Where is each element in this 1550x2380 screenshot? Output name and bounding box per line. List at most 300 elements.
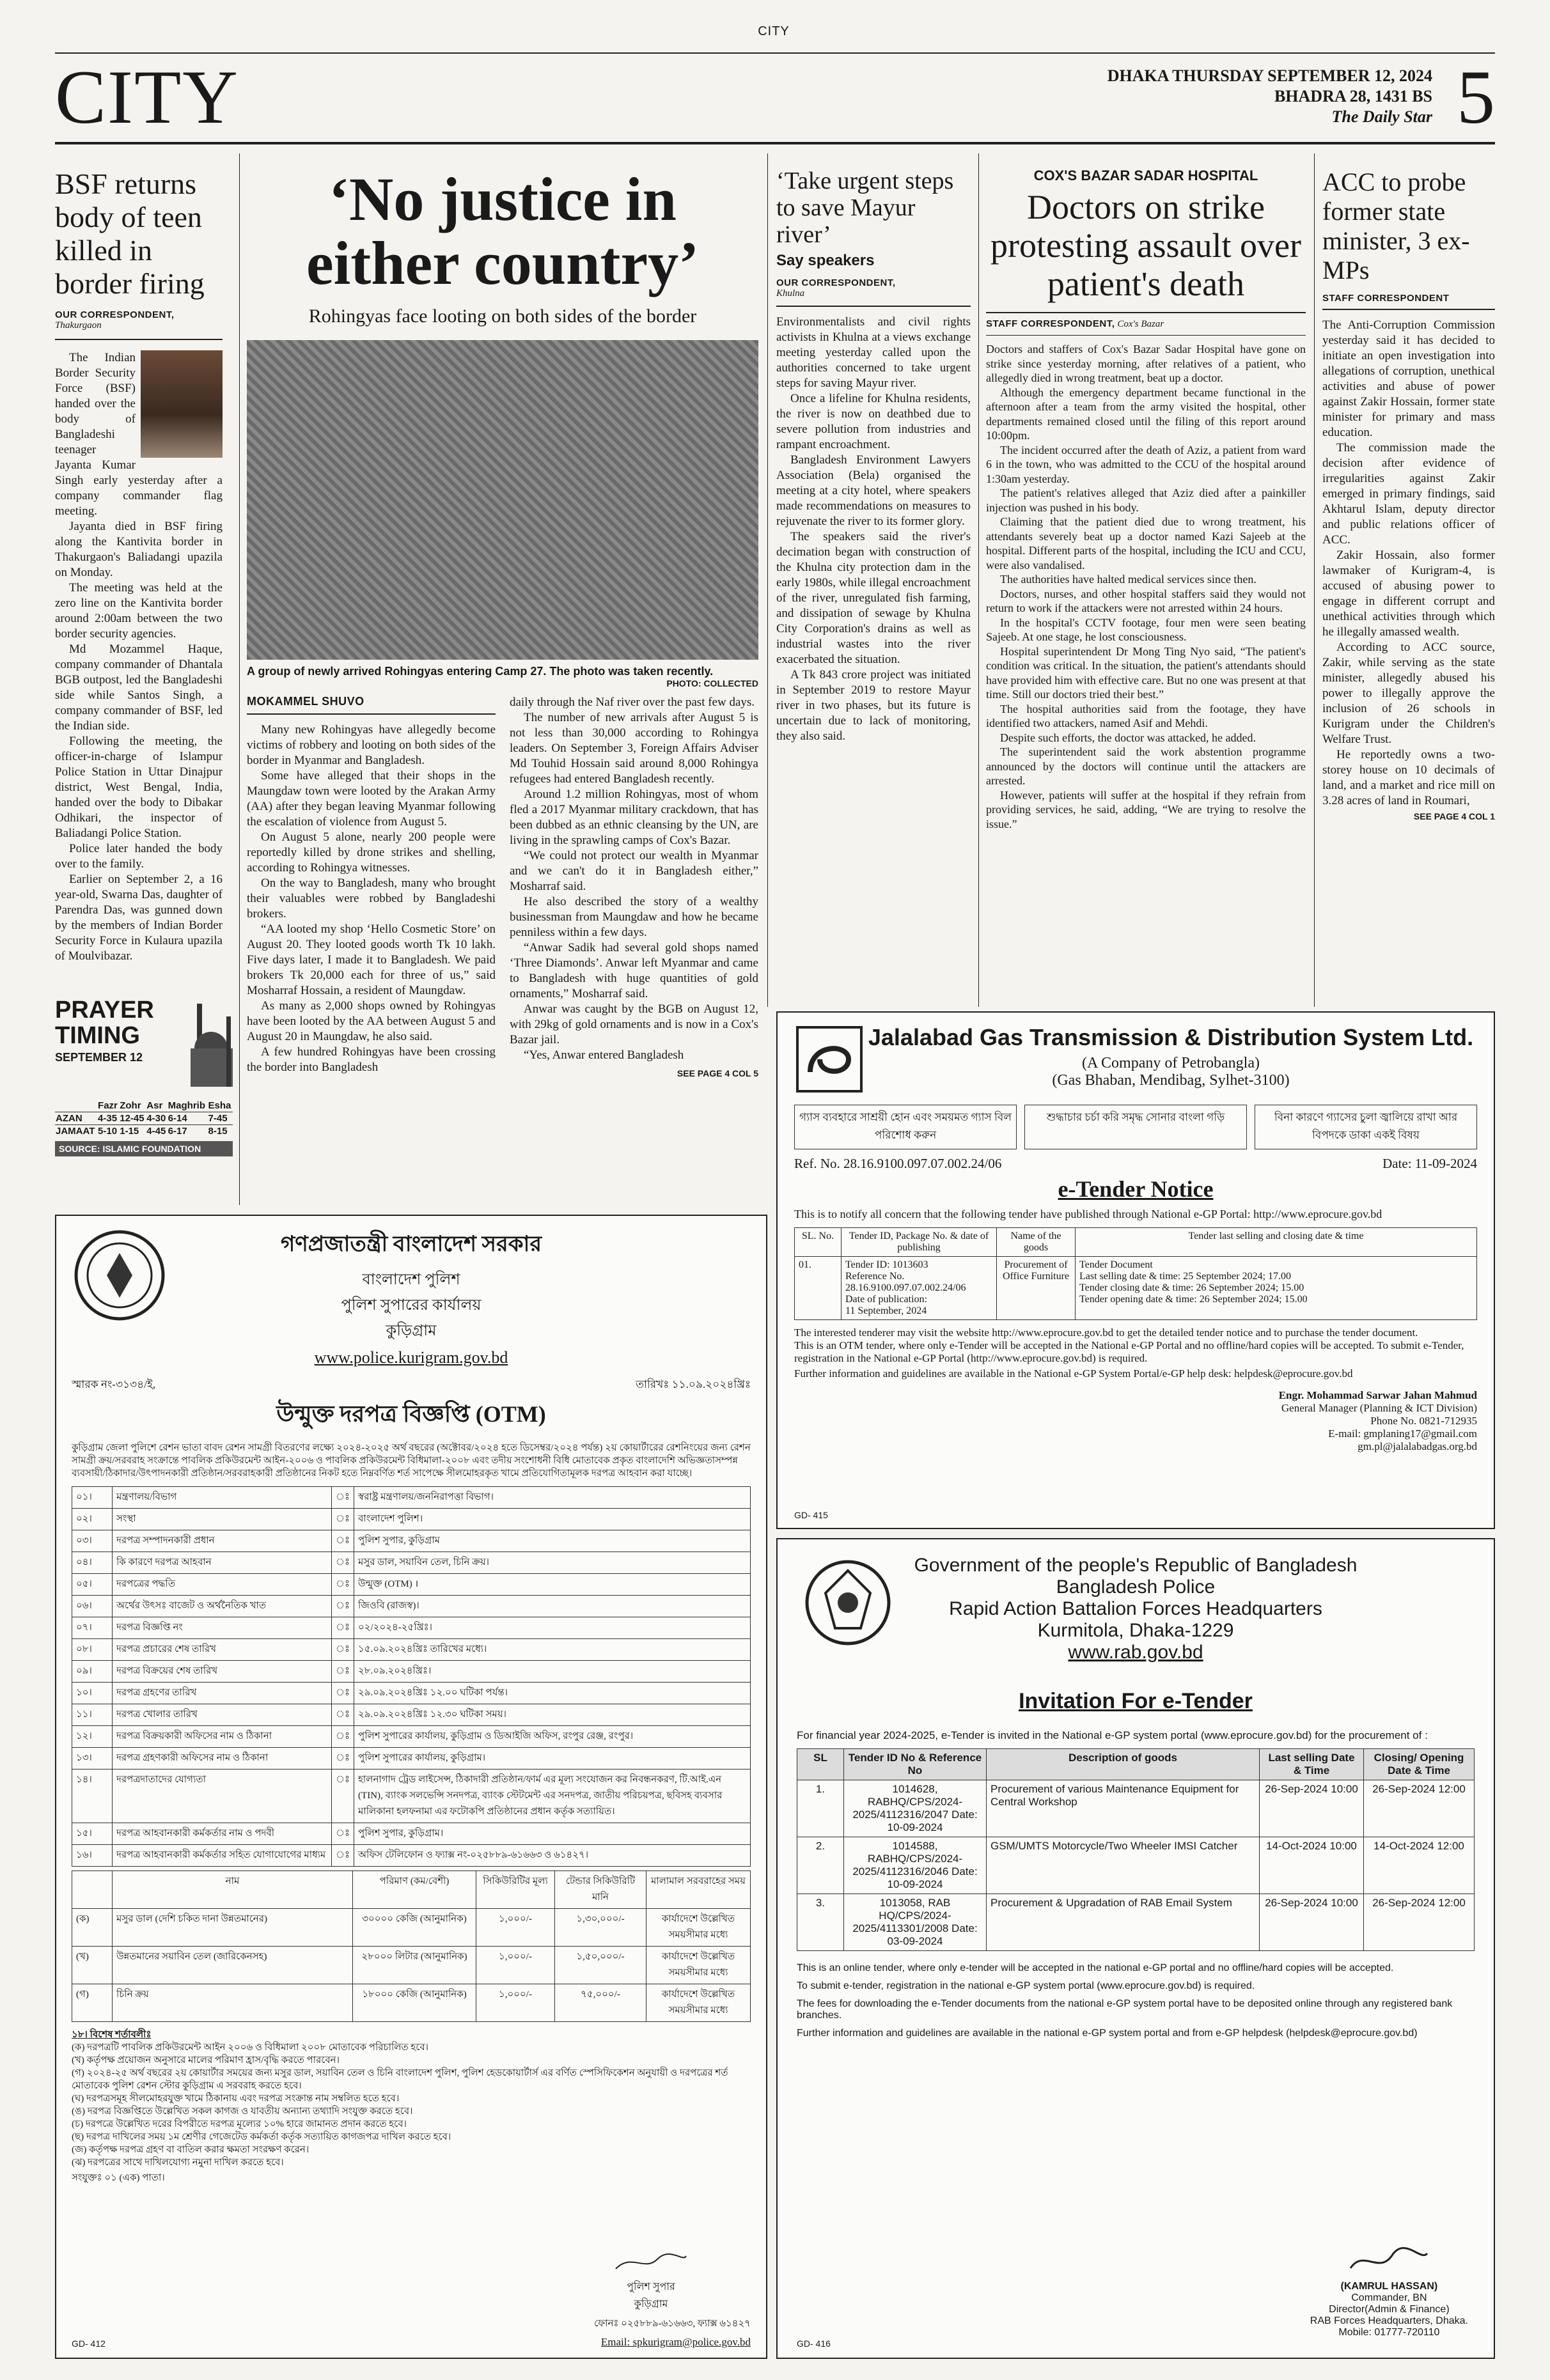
police-website: www.police.kurigram.gov.bd <box>314 1348 508 1367</box>
police-memo: স্মারক নং-৩১৩৪/ই, <box>72 1378 155 1390</box>
rohingya-para: On the way to Bangladesh, many who brought their valuables were robbed by Bangladeshi brokers. <box>247 876 496 921</box>
coxs-para: Despite such efforts, the doctor was attacked, he added. <box>1000 731 1256 744</box>
police-item-cell: ১,০০০/- <box>476 1984 555 2022</box>
rab-title2: Director(Admin & Finance) <box>1329 2304 1450 2315</box>
police-table <box>72 1486 751 1867</box>
rohingya-para: Around 1.2 million Rohingyas, most of whom fled a 2017 Myanmar military crackdown, that has been dubbed as an ethnic cleansing by the UN, are living in the sprawling camps of Cox's Bazar. <box>510 788 758 847</box>
jgtd-tender-id: Tender ID: 1013603 <box>845 1259 928 1270</box>
bsf-dateline: Thakurgaon <box>55 320 102 331</box>
police-row-label: সংস্থা <box>113 1509 332 1530</box>
jamaat-time: 4-45 <box>146 1126 166 1137</box>
rab-rank: Commander, BN <box>1351 2292 1427 2303</box>
police-term: (গ) ২০২৪-২৫ অর্থ বছরের ২য় কোয়ার্টার সময়ের জন্য মসুর ডাল, সয়াবিন তেল ও চিনি বাংলাদেশ পুলিশ, পুলিশ হেডকোয়ার্টার্স এর বর্ণিত স্পেসিফিকেশন অনুযায়ী ও দরপত্রের শর্ত মোতাবেক পুলিশ রেশন স্টোর কুড়িগ্রাম এ সরবরাহ করতে হবে। <box>72 2068 728 2091</box>
colon: ঃ <box>332 1552 354 1574</box>
azan-time: 4-35 <box>98 1113 118 1124</box>
rab-cell: 1014588, RABHQ/CPS/2024-2025/4112316/2046 Date: 10-09-2024 <box>844 1837 987 1894</box>
jgtd-opening: Tender opening date & time: 26 September 2024; 15.00 <box>1079 1294 1308 1305</box>
table-row <box>72 1984 751 2022</box>
colon: ঃ <box>332 1574 354 1596</box>
rohingya-para: daily through the Naf river over the past few days. <box>510 696 755 709</box>
date-line: DHAKA THURSDAY SEPTEMBER 12, 2024 <box>1107 66 1432 85</box>
jgtd-address: (Gas Bhaban, Mendibag, Sylhet-3100) <box>1052 1072 1290 1089</box>
coxs-para: Doctors and staffers of Cox's Bazar Sadar Hospital have gone on strike since yesterday morning, after relatives of a patient, who allegedly died in wrong treatment, beat up a doctor. <box>986 343 1306 384</box>
jgtd-email: E-mail: gmplaning17@gmail.com <box>1328 1427 1477 1440</box>
prayer-title: PRAYER TIMING <box>55 997 154 1049</box>
rab-cell: 1013058, RAB HQ/CPS/2024-2025/4113301/2008 Date: 03-09-2024 <box>844 1894 987 1951</box>
police-row-num: ১১। <box>72 1704 113 1726</box>
bsf-para: Md Mozammel Haque, company commander of Dhantala BGB outpost, led the Bangladeshi side while Santos Singh, a company commander of BSF, led the Indian side. <box>55 642 223 733</box>
police-row-num: ০৫। <box>72 1574 113 1596</box>
mayur-para: Once a lifeline for Khulna residents, the river is now on deathbed due to severe pollution from industries and rampant encroachment. <box>776 392 971 451</box>
signature-icon <box>1344 2246 1434 2278</box>
colon: ঃ <box>332 1596 354 1617</box>
rab-line4: Kurmitola, Dhaka-1229 <box>1037 1620 1234 1641</box>
rohingya-para: “We could not protect our wealth in Myanmar and we can't do it in Bangladesh either,” Mosharraf said. <box>510 849 758 893</box>
police-row-value: মসুর ডাল, সয়াবিন তেল, চিনি ক্রয়। <box>354 1552 751 1574</box>
police-row-label: কি কারণে দরপত্র আহবান <box>113 1552 332 1574</box>
mayur-para: A Tk 843 crore project was initiated in September 2019 to restore Mayur river in two phases, but its future is uncertain due to lack of monitoring, they also said. <box>776 668 971 743</box>
police-title: উন্মুক্ত দরপত্র বিজ্ঞপ্তি (OTM) <box>276 1401 546 1427</box>
police-row-label: দরপত্রের পদ্ধতি <box>113 1574 332 1596</box>
acc-para: The commission made the decision after evidence of irregularities against Zakir emerged in primary findings, said Akhtarul Islam, deputy director and public relations officer of ACC. <box>1322 441 1495 547</box>
acc-para: Zakir Hossain, also former lawmaker of Kurigram-4, is accused of abusing power to engage in different corrupt and unethical activities through which he illegally amassed wealth. <box>1322 548 1495 639</box>
police-row-label: মন্ত্রণালয়/বিভাগ <box>113 1487 332 1509</box>
jgtd-th: Tender last selling and closing date & time <box>1076 1228 1477 1257</box>
police-term: (ঝ) দরপত্রের সাথে দাখিলযোগ্য নমুনা দাখিল করতে হবে। <box>72 2158 284 2168</box>
police-item-cell: (ক) <box>72 1909 113 1947</box>
jgtd-th: SL. No. <box>795 1228 842 1257</box>
rab-emblem <box>803 1555 893 1651</box>
rohingya-para: Anwar was caught by the BGB on August 12, with 29kg of gold ornaments and is now in a Cox's Bazar jail. <box>510 1002 758 1046</box>
coxs-para: However, patients will suffer at the hospital if they refrain from providing services, he said, adding, “We are trying to resolve the issue.” <box>986 788 1306 830</box>
police-signer-district: কুড়িগ্রাম <box>634 2299 668 2310</box>
bsf-portrait <box>141 350 223 458</box>
rohingya-subhead: Rohingyas face looting on both sides of the border <box>308 306 697 327</box>
rohingya-photo <box>247 340 758 660</box>
colon: ঃ <box>332 1617 354 1639</box>
azan-time: 4-30 <box>146 1113 166 1124</box>
colon: ঃ <box>332 1769 354 1823</box>
rab-cell: Procurement & Upgradation of RAB Email System <box>987 1894 1260 1951</box>
bsf-byline: OUR CORRESPONDENT, <box>55 309 175 320</box>
rab-ad <box>776 1538 1495 2359</box>
police-row-num: ০৮। <box>72 1639 113 1661</box>
jgtd-phone: Phone No. 0821-712935 <box>1370 1415 1477 1427</box>
table-row <box>72 1617 751 1639</box>
police-intro: কুড়িগ্রাম জেলা পুলিশে রেশন ভাতা বাবদ রেশন সামগ্রী বিতরণের লক্ষ্যে ২০২৪-২০২৫ অর্থ বছরের (অক্টোবর/২০২৪ হতে ডিসেম্বর/২০২৪ পর্যন্ত) ২য় কোয়ার্টারের রেশনিংয়ের জন্য রেশন সামগ্রী ক্রয়/সরবরাহ সংক্রান্তে পাবলিক প্রকিউরমেন্ট আইন-২০০৬ ও পাবলিক প্রকিউরমেন্ট বিধিমালা-২০০৮ এবং তদীয় সংশোধনী বিধি মোতাবেক প্রকৃত বাংলাদেশি অভিজ্ঞতাসম্পন্ন ব্যবসায়ী/ঠিকাদার/উৎপাদনকারী প্রতিষ্ঠান/সরবরাহকারী প্রতিষ্ঠানের নিকট হতে নিম্নবর্ণিত শর্ত সাপেক্ষে সীলমোহরকৃত খামে প্রতিযোগিতামূলক দরপত্র আহবান করা যাচ্ছে। <box>72 1443 751 1479</box>
police-row-num: ০৪। <box>72 1552 113 1574</box>
rab-th: Closing/ Opening Date & Time <box>1364 1749 1475 1780</box>
mayur-para: Environmentalists and civil rights activists in Khulna at a views exchange meeting yesterday called upon the authorities concerned to take urgent steps for saving Mayur river. <box>776 315 971 390</box>
rab-org: RAB Forces Headquarters, Dhaka. <box>1310 2315 1468 2326</box>
rab-note: This is an online tender, where only e-tender will be accepted in the national e-GP portal and no offline/hard copies will be accepted. <box>797 1963 1394 1973</box>
police-row-value: বাংলাদেশ পুলিশ। <box>354 1509 751 1530</box>
prayer-col: Zohr <box>120 1100 141 1111</box>
signature-icon <box>613 2250 689 2275</box>
jgtd-intro: This is to notify all concern that the following tender have published through National e-GP Portal: http://www.eprocure.gov.bd <box>794 1208 1382 1220</box>
acc-story <box>1322 167 1495 821</box>
table-row <box>797 1780 1475 1837</box>
rohingya-photo-credit: PHOTO: COLLECTED <box>666 678 758 688</box>
police-term: (ঙ) দরপত্র বিজ্ঞপ্তিতে উল্লেখিত সকল কাগজ ও যাবতীয় অন্যান্য তথ্যাদি সংযুক্ত করতে হবে। <box>72 2106 413 2117</box>
rohingya-jump: SEE PAGE 4 COL 5 <box>677 1068 758 1078</box>
police-term: (ঘ) দরপত্রসমূহ সীলমোহরযুক্ত খামে ঠিকানায় এবং দরপত্র সংক্রান্ত নাম সম্বলিত হতে হবে। <box>72 2094 400 2104</box>
acc-headline: ACC to probe former state minister, 3 ex-MPs <box>1322 167 1470 284</box>
rab-line2: Bangladesh Police <box>1056 1576 1216 1598</box>
police-row-num: ১৬। <box>72 1845 113 1867</box>
police-items-th: মালামাল সরবরাহের সময় <box>646 1871 751 1909</box>
prayer-col: Fazr <box>98 1100 118 1111</box>
jgtd-signer: Engr. Mohammad Sarwar Jahan Mahmud <box>1278 1389 1477 1401</box>
rohingya-byline: MOKAMMEL SHUVO <box>247 695 364 708</box>
police-code: GD- 412 <box>72 2338 106 2349</box>
colon: ঃ <box>332 1661 354 1683</box>
police-row-num: ০৩। <box>72 1530 113 1552</box>
coxs-headline: Doctors on strike protesting assault over patient's death <box>990 188 1301 303</box>
bsf-story <box>55 167 223 964</box>
police-email: Email: spkurigram@police.gov.bd <box>600 2336 751 2348</box>
azan-time: 12-45 <box>120 1113 145 1124</box>
rab-cell: 26-Sep-2024 12:00 <box>1364 1780 1475 1837</box>
rab-cell: 26-Sep-2024 12:00 <box>1364 1894 1475 1951</box>
table-row <box>72 1823 751 1845</box>
rab-website: www.rab.gov.bd <box>1068 1642 1203 1663</box>
rab-cell: GSM/UMTS Motorcycle/Two Wheeler IMSI Catcher <box>987 1837 1260 1894</box>
rab-th: Description of goods <box>987 1749 1260 1780</box>
police-item-cell: উন্নতমানের সয়াবিন তেল (জারিকেনসহ) <box>113 1947 353 1984</box>
jgtd-company: Jalalabad Gas Transmission & Distribution System Ltd. <box>868 1024 1474 1050</box>
colon: ঃ <box>332 1487 354 1509</box>
colon: ঃ <box>332 1748 354 1769</box>
acc-divider <box>1322 309 1495 310</box>
coxs-para: Although the emergency department became functional in the afternoon after a team from the army visited the hospital, other departments remained closed until the filing of this report around 10:00pm. <box>986 385 1306 442</box>
prayer-source: SOURCE: ISLAMIC FOUNDATION <box>55 1141 233 1156</box>
mayur-byline: OUR CORRESPONDENT, <box>776 277 896 288</box>
police-row-label: দরপত্র গ্রহণকারী অফিসের নাম ও ঠিকানা <box>113 1748 332 1769</box>
police-row-value: পুলিশ সুপার, কুড়িগ্রাম। <box>354 1823 751 1845</box>
mayur-para: Bangladesh Environment Lawyers Association (Bela) organised the meeting at a city hotel, where speakers made recommendations on measures to rejuvenate the river to its former glory. <box>776 453 971 528</box>
rab-line3: Rapid Action Battalion Forces Headquarters <box>949 1598 1322 1619</box>
rohingya-para: As many as 2,000 shops owned by Rohingyas have been looted by the AA between August 5 and August 20 in Maungdaw, he also said. <box>247 999 496 1043</box>
rab-title: Invitation For e-Tender <box>1019 1689 1253 1713</box>
police-term: (জ) কর্তৃপক্ষ দরপত্র গ্রহণ বা বাতিল করার ক্ষমতা সংরক্ষণ করেন। <box>72 2145 309 2155</box>
table-row <box>72 1487 751 1509</box>
section-title: CITY <box>55 54 239 139</box>
police-row-num: ০৭। <box>72 1617 113 1639</box>
jgtd-goods: Procurement of Office Furniture <box>997 1257 1076 1320</box>
paper-name: The Daily Star <box>1331 107 1432 126</box>
rab-cell: 2. <box>797 1837 844 1894</box>
jgtd-th: Name of the goods <box>997 1228 1076 1257</box>
jgtd-logo <box>794 1024 865 1094</box>
jgtd-ref-label: Reference No. <box>845 1271 905 1282</box>
jgtd-ref-val: 28.16.9100.097.07.002.24/06 <box>845 1282 966 1293</box>
jgtd-ref: Ref. No. 28.16.9100.097.07.002.24/06 <box>794 1156 1002 1171</box>
police-item-cell: ১,০০০/- <box>476 1909 555 1947</box>
police-row-label: দরপত্র বিক্রয়ের শেষ তারিখ <box>113 1661 332 1683</box>
police-items-th: টেন্ডার সিকিউরিটি মানি <box>555 1871 646 1909</box>
police-items-th: পরিমাণ (কম/বেশী) <box>353 1871 476 1909</box>
jgtd-ad <box>776 1011 1495 1529</box>
table-row <box>72 1639 751 1661</box>
police-items-th: সিকিউরিটির মূল্য <box>476 1871 555 1909</box>
jgtd-doc: Tender Document <box>1079 1259 1153 1270</box>
table-row <box>797 1837 1475 1894</box>
rab-th: SL <box>797 1749 844 1780</box>
page-number: 5 <box>1457 54 1495 139</box>
rab-intro: For financial year 2024-2025, e-Tender is invited in the National e-GP system portal (www.eprocure.gov.bd) for the procurement of : <box>797 1729 1428 1741</box>
police-row-num: ০২। <box>72 1509 113 1530</box>
police-row-label: দরপত্র বিক্রয়কারী অফিসের নাম ও ঠিকানা <box>113 1726 332 1748</box>
bsf-para: Jayanta died in BSF firing along the Kantivita border in Thakurgaon's Baliadangi upazila on Monday. <box>55 520 223 579</box>
mayur-story <box>776 167 971 744</box>
rab-note: The fees for downloading the e-Tender documents from the national e-GP system portal have to be deposited online through any registered bank branches. <box>797 1998 1453 2021</box>
colon: ঃ <box>332 1845 354 1867</box>
colon: ঃ <box>332 1683 354 1704</box>
colon: ঃ <box>332 1530 354 1552</box>
police-items-table <box>72 1871 751 2022</box>
azan-time: 7-45 <box>208 1113 228 1124</box>
table-row <box>72 1947 751 1984</box>
police-item-cell: চিনি ক্রয় <box>113 1984 353 2022</box>
jgtd-slogan: বিনা কারণে গ্যাসের চুলা জ্বালিয়ে রাখা আর বিপদকে ডাকা একই বিষয় <box>1255 1105 1477 1149</box>
jgtd-pub-val: 11 September, 2024 <box>845 1305 927 1316</box>
rab-cell: 26-Sep-2024 10:00 <box>1260 1894 1364 1951</box>
jgtd-sl: 01. <box>795 1257 842 1320</box>
coxs-para: Claiming that the patient died due to wrong treatment, his attendants severely beat up a doctor named Kazi Sajeeb at the hospital. Different parts of the hospital, including the ICU and CCU, were also vandalised. <box>986 515 1306 572</box>
mosque-icon <box>171 1004 233 1087</box>
mayur-headline: ‘Take urgent steps to save Mayur river’ <box>776 167 954 248</box>
police-items-th: নাম <box>113 1871 353 1909</box>
police-date: তারিখঃ ১১.০৯.২০২৪খ্রিঃ <box>636 1378 751 1390</box>
rab-note: To submit e-tender, registration in the national e-GP system portal (www.eprocure.gov.bd) is required. <box>797 1980 1255 1991</box>
prayer-col: Esha <box>208 1100 231 1111</box>
rohingya-para: A few hundred Rohingyas have been crossing the border into Bangladesh <box>247 1045 496 1074</box>
rab-cell: 1. <box>797 1780 844 1837</box>
colon: ঃ <box>332 1726 354 1748</box>
jgtd-notice-title: e-Tender Notice <box>1058 1176 1214 1202</box>
coxs-divider-2 <box>986 335 1306 336</box>
table-row <box>72 1661 751 1683</box>
police-dept: বাংলাদেশ পুলিশ <box>362 1272 460 1288</box>
running-head: CITY <box>758 24 790 38</box>
jgtd-th: Tender ID, Package No. & date of publishing <box>842 1228 997 1257</box>
rab-line1: Government of the people's Republic of Bangladesh <box>914 1555 1358 1576</box>
rab-cell: 14-Oct-2024 12:00 <box>1364 1837 1475 1894</box>
rab-cell: 26-Sep-2024 10:00 <box>1260 1780 1364 1837</box>
prayer-table <box>55 1100 233 1137</box>
police-row-value: ২৯.০৯.২০২৪খ্রিঃ ১২.৩০ ঘটিকা সময়। <box>354 1704 751 1726</box>
prayer-col: Maghrib <box>168 1100 205 1111</box>
jamaat-time: 5-10 <box>98 1126 118 1137</box>
police-row-value: উন্মুক্ত (OTM) । <box>354 1574 751 1596</box>
police-row-label: দরপত্র খোলার তারিখ <box>113 1704 332 1726</box>
column-rule <box>239 153 240 1205</box>
police-row-label: দরপত্র আহবানকারী কর্মকর্তার নাম ও পদবী <box>113 1823 332 1845</box>
coxs-para: In the hospital's CCTV footage, four men were seen beating Sajeeb. At one stage, he lost consciousness. <box>986 616 1306 643</box>
rohingya-story <box>247 167 758 1081</box>
rab-th: Tender ID No & Reference No <box>844 1749 987 1780</box>
table-row <box>72 1704 751 1726</box>
police-terms-title: ১৮। বিশেষ শর্তাবলীঃ <box>72 2030 152 2040</box>
police-row-num: ০৯। <box>72 1661 113 1683</box>
rohingya-para: “AA looted my shop ‘Hello Cosmetic Store’ on August 20. They looted goods worth Tk 10 lakh. Five days later, I made it to Bangladesh. We paid brokers Tk 20,000 each for three of us,” said Mosharraf Hossain, a resident of Maungdaw. <box>247 922 496 997</box>
rohingya-para: “Anwar Sadik had several gold shops named ‘Three Diamonds’. Anwar left Myanmar and came to Bangladesh with huge quantities of gold ornaments,” Mosharraf said. <box>510 941 758 1000</box>
colon: ঃ <box>332 1823 354 1845</box>
jgtd-email2: gm.pl@jalalabadgas.org.bd <box>1358 1440 1477 1452</box>
jamaat-label: JAMAAT <box>56 1126 95 1137</box>
top-rule <box>55 52 1495 54</box>
bsf-para: Following the meeting, the officer-in-charge of Islampur Police Station in Uttar Dinajpur district, West Bengal, India, handed over the body to Dibakar Odhikari, the inspector of Baliadangi Police Station. <box>55 735 223 840</box>
police-item-cell: ৭৫,০০০/- <box>555 1984 646 2022</box>
rohingya-divider <box>247 713 496 715</box>
police-row-value: ২৯.০৯.২০২৪খ্রিঃ ১২.০০ ঘটিকা পর্যন্ত। <box>354 1683 751 1704</box>
police-item-cell: কার্যাদেশে উল্লেখিত সময়সীমার মধ্যে <box>646 1984 751 2022</box>
table-row <box>72 1552 751 1574</box>
jgtd-note: Further information and guidelines are available in the National e-GP System Portal/e-GP help desk: helpdesk@eprocure.gov.bd <box>794 1367 1353 1380</box>
police-gov: গণপ্রজাতন্ত্রী বাংলাদেশ সরকার <box>280 1233 542 1256</box>
police-district: কুড়িগ্রাম <box>386 1323 437 1339</box>
jamaat-time: 8-15 <box>208 1126 228 1137</box>
police-item-cell: মসুর ডাল (দেশি চকিত দানা উন্নতমানের) <box>113 1909 353 1947</box>
table-row <box>72 1530 751 1552</box>
police-row-num: ১৫। <box>72 1823 113 1845</box>
police-ad <box>55 1215 767 2359</box>
police-row-label: দরপত্রদাতাদের যোগ্যতা <box>113 1769 332 1823</box>
coxs-para: Doctors, nurses, and other hospital staffers said they would not return to work if the attackers were not arrested within 24 hours. <box>986 587 1306 614</box>
jamaat-time: 6-17 <box>168 1126 187 1137</box>
table-row <box>72 1683 751 1704</box>
police-row-label: দরপত্র আহবানকারী কর্মকর্তার সহিত যোগাযোগের মাধ্যম <box>113 1845 332 1867</box>
coxs-para: Hospital superintendent Dr Mong Ting Nyo said, “The patient's condition was critical. In the situation, the patient's attendants should have provided him with effective care. But no one was present at that time. Still our doctors tried their best.” <box>986 644 1306 701</box>
jgtd-last-sell: Last selling date & time: 25 September 2024; 17.00 <box>1079 1271 1292 1282</box>
police-row-value: পুলিশ সুপারের কার্যালয়, কুড়িগ্রাম ও ডিআইজি অফিস, রংপুর রেঞ্জ, রংপুর। <box>354 1726 751 1748</box>
jgtd-date: Date: 11-09-2024 <box>1382 1156 1477 1171</box>
police-row-value: ০২/২০২৪-২৫খ্রিঃ। <box>354 1617 751 1639</box>
column-rule <box>767 153 768 1007</box>
rohingya-caption: A group of newly arrived Rohingyas entering Camp 27. The photo was taken recently. <box>247 665 714 678</box>
police-item-cell: ১,৩০,০০০/- <box>555 1909 646 1947</box>
coxs-para: The superintendent said the work abstention programme announced by the doctors will continue until the attackers are arrested. <box>986 745 1306 787</box>
rab-cell: 14-Oct-2024 10:00 <box>1260 1837 1364 1894</box>
acc-jump: SEE PAGE 4 COL 1 <box>1413 811 1495 821</box>
coxs-para: The authorities have halted medical services since then. <box>1000 573 1256 586</box>
rab-th: Last selling Date & Time <box>1260 1749 1364 1780</box>
jamaat-time: 1-15 <box>120 1126 139 1137</box>
jgtd-signer-title: General Manager (Planning & ICT Division) <box>1281 1402 1477 1414</box>
rab-signer: (KAMRUL HASSAN) <box>1340 2281 1438 2292</box>
acc-para: According to ACC source, Zakir, while serving as the state minister, allegedly abused his power to illegally approve the inclusion of 26 schools in Kurigram under the Children's Welfare Trust. <box>1322 641 1495 746</box>
prayer-col: Asr <box>146 1100 163 1111</box>
police-row-value: ১৫.০৯.২০২৪খ্রিঃ তারিখের মধ্যে। <box>354 1639 751 1661</box>
police-row-num: ১০। <box>72 1683 113 1704</box>
prayer-date: SEPTEMBER 12 <box>55 1051 143 1064</box>
table-row <box>72 1845 751 1867</box>
police-row-label: দরপত্র প্রচারের শেষ তারিখ <box>113 1639 332 1661</box>
police-phone: ফোনঃ ০২৫৮৮৯-৬১৬৬৩, ফ্যাক্স ৬১৪২৭ <box>594 2319 751 2329</box>
jgtd-slogan: গ্যাস ব্যবহারে সাশ্রয়ী হোন এবং সময়মত গ্যাস বিল পরিশোধ করুন <box>794 1105 1017 1149</box>
column-rule <box>1314 153 1315 1007</box>
table-row <box>797 1894 1475 1951</box>
acc-byline: STAFF CORRESPONDENT <box>1322 293 1450 304</box>
police-item-cell: ১৮০০০ কেজি (আনুমানিক) <box>353 1984 476 2022</box>
coxs-kicker: COX'S BAZAR SADAR HOSPITAL <box>1033 167 1258 183</box>
police-row-value: ২৮.০৯.২০২৪খ্রিঃ। <box>354 1661 751 1683</box>
coxs-para: The patient's relatives alleged that Aziz died after a painkiller injection was pushed in his body. <box>986 486 1306 514</box>
police-row-label: দরপত্র বিজ্ঞপ্তি নং <box>113 1617 332 1639</box>
azan-label: AZAN <box>56 1113 82 1124</box>
rab-mobile: Mobile: 01777-720110 <box>1338 2327 1440 2338</box>
jgtd-note: The interested tenderer may visit the website http://www.eprocure.gov.bd to get the detailed tender notice and to purchase the tender document. <box>794 1326 1418 1339</box>
police-row-label: দরপত্র সম্পাদনকারী প্রধান <box>113 1530 332 1552</box>
colon: ঃ <box>332 1704 354 1726</box>
police-row-value: অফিস টেলিফোন ও ফ্যাক্স নং-০২৫৮৮৯-৬১৬৬৩ ও ৬১৪২৭। <box>354 1845 751 1867</box>
jgtd-closing: Tender closing date & time: 26 September 2024; 15.00 <box>1079 1282 1304 1293</box>
mayur-para: The speakers said the river's decimation began with construction of the Khulna city protection dam in the early 1980s, while illegal encroachment of the river, unregulated fish farming, and dissipation of sewage by Khulna City Corporation's drains as well as industrial wastes into the river exacerbated the situation. <box>776 530 971 666</box>
rohingya-headline: ‘No justice in either country’ <box>306 165 700 297</box>
police-row-label: দরপত্র গ্রহণের তারিখ <box>113 1683 332 1704</box>
table-row <box>72 1574 751 1596</box>
jgtd-code: GD- 415 <box>794 1510 828 1520</box>
police-row-label: অর্থের উৎসঃ বাজেট ও অর্থনৈতিক খাত <box>113 1596 332 1617</box>
table-row <box>72 1909 751 1947</box>
colon: ঃ <box>332 1639 354 1661</box>
police-item-cell: ২৮০০০ লিটার (আনুমানিক) <box>353 1947 476 1984</box>
bsf-divider <box>55 339 223 340</box>
rab-cell: 3. <box>797 1894 844 1951</box>
table-row <box>72 1726 751 1748</box>
table-row <box>72 1769 751 1823</box>
police-row-num: ০১। <box>72 1487 113 1509</box>
police-row-num: ০৬। <box>72 1596 113 1617</box>
police-item-cell: ১,০০০/- <box>476 1947 555 1984</box>
jgtd-subtitle: (A Company of Petrobangla) <box>1082 1055 1260 1071</box>
police-row-value: স্বরাষ্ট্র মন্ত্রণালয়/জননিরাপত্তা বিভাগ। <box>354 1487 751 1509</box>
mayur-dateline: Khulna <box>776 288 805 299</box>
jgtd-table <box>794 1227 1477 1320</box>
rab-cell: Procurement of various Maintenance Equipment for Central Workshop <box>987 1780 1260 1837</box>
police-item-cell: (গ) <box>72 1984 113 2022</box>
table-row <box>72 1509 751 1530</box>
police-row-value: পুলিশ সুপার, কুড়িগ্রাম <box>354 1530 751 1552</box>
rohingya-para: Many new Rohingyas have allegedly become victims of robbery and looting on both sides of the border in Myanmar and Bangladesh. <box>247 723 496 767</box>
rab-cell: 1014628, RABHQ/CPS/2024-2025/4112316/2047 Date: 10-09-2024 <box>844 1780 987 1837</box>
rab-note: Further information and guidelines are available in the national e-GP system portal and from e-GP helpdesk (helpdesk@eprocure.gov.bd) <box>797 2028 1418 2039</box>
coxs-dateline: Cox's Bazar <box>1117 319 1164 329</box>
bangla-date: BHADRA 28, 1431 BS <box>1274 87 1432 105</box>
police-signer: পুলিশ সুপার <box>627 2282 675 2292</box>
police-row-value: হালনাগাদ ট্রেড লাইসেন্স, ঠিকাদারী প্রতিষ্ঠান/ফার্ম এর মূল্য সংযোজন কর নিবন্ধনকরণ, টি.আই.এন (TIN), ব্যাংক সলভেন্সি সনদপত্র, ব্যাংক স্টেটমেন্ট এর সনদপত্র, জাতীয় পরিচয়পত্র, ছবিসহ ব্যবসার মালিকানা হলফনামা এর ফটোকপি প্রতিষ্ঠানের প্রধান কর্তৃক সত্যায়িত। <box>354 1769 751 1823</box>
police-row-num: ১৪। <box>72 1769 113 1823</box>
police-term: (ক) দরপত্রটি পাবলিক প্রকিউরমেন্ট আইন ২০০৬ ও বিধিমালা ২০০৮ মোতাবেক পরিচালিত হবে। <box>72 2042 429 2053</box>
prayer-box <box>55 997 233 1189</box>
table-row <box>72 1596 751 1617</box>
jgtd-slogan: শুদ্ধাচার চর্চা করি সমৃদ্ধ সোনার বাংলা গড়ি <box>1024 1105 1247 1149</box>
police-item-cell: (খ) <box>72 1947 113 1984</box>
coxs-story <box>986 167 1306 831</box>
police-term: (ছ) দরপত্র দাখিলের সময় ১ম শ্রেণীর গেজেটেড কর্মকর্তা কর্তৃক সত্যায়িত কাগজপত্র দাখিল করতে হবে। <box>72 2132 451 2142</box>
coxs-divider <box>986 312 1306 313</box>
police-item-cell: কার্যাদেশে উল্লেখিত সময়সীমার মধ্যে <box>646 1947 751 1984</box>
rohingya-para: “Yes, Anwar entered Bangladesh <box>524 1048 684 1062</box>
table-row <box>72 1748 751 1769</box>
colon: ঃ <box>332 1509 354 1530</box>
police-row-value: জিওবি (রাজস্ব)। <box>354 1596 751 1617</box>
police-item-cell: ১,৫০,০০০/- <box>555 1947 646 1984</box>
mayur-divider <box>776 306 971 307</box>
police-item-cell: ৩০০০০ কেজি (আনুমানিক) <box>353 1909 476 1947</box>
police-row-value: পুলিশ সুপারের কার্যালয়, কুড়িগ্রাম। <box>354 1748 751 1769</box>
